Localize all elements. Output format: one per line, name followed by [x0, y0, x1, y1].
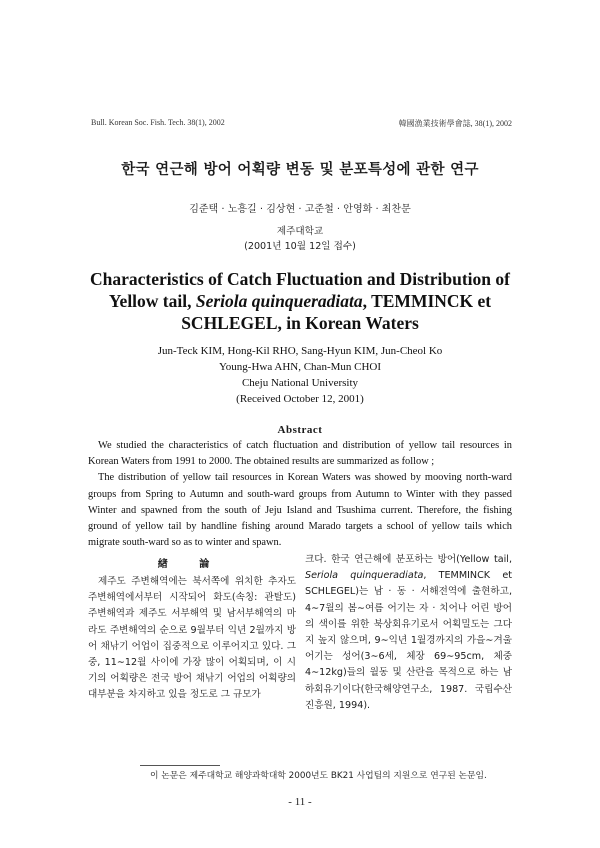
english-title-species: Seriola quinqueradiata — [195, 291, 363, 311]
footnote: 이 논문은 제주대학교 해양과학대학 2000년도 BK21 사업팀의 지원으로 연구된 논문임. — [150, 771, 487, 781]
english-title-line2 — [90, 290, 510, 312]
korean-authors: 김준택 · 노흥길 · 김상현 · 고준철 · 안영화 · 최찬문 — [189, 204, 411, 215]
english-authors-line2: Young-Hwa AHN, Chan-Mun CHOI — [218, 361, 382, 373]
page-number: - 11 - — [288, 796, 312, 808]
english-authors-line1: Jun-Teck KIM, Hong-Kil RHO, Sang-Hyun KIM, Jun-Cheol Ko — [157, 345, 443, 357]
intro-right-text-a: 크다. 한국 연근해에 분포하는 방어(Yellow tail, — [305, 554, 512, 565]
journal-header-left: Bull. Korean Soc. Fish. Tech. 38(1), 2002 — [91, 118, 225, 127]
english-received-date: (Received October 12, 2001) — [236, 393, 364, 405]
intro-right-species: Seriola quinqueradiata — [305, 570, 424, 582]
abstract-body — [88, 438, 512, 551]
journal-header-right: 韓國漁業技術學會誌, 38(1), 2002 — [398, 119, 512, 128]
english-title-line1: Characteristics of Catch Fluctuation and Distribution of — [90, 269, 510, 289]
korean-affiliation: 제주대학교 — [276, 226, 324, 237]
intro-left-column — [88, 574, 296, 704]
intro-right-column — [305, 552, 512, 714]
intro-right-text-b: , TEMMINCK et SCHLEGEL)는 남 · 동 · 서해전역에 출현하고, 4∼7월의 봄∼여름 어기는 자 · 치어나 어린 방어의 색이를 위한 북상회유기로서 어획밀도는 그다지 높지 않으며, 9∼익년 1월경까지의 가을∼겨울 어기는 성어(3∼6세, 체장 69∼95cm, 체중 4∼12kg)들의 월동 및 산란을 목적으로 하는 남하회유기이다(한국해양연구소, 1987. 국립수산진흥원, 1994). — [305, 570, 512, 711]
intro-paragraph-continued — [305, 552, 512, 714]
intro-paragraph: 제주도 주변해역에는 북서쪽에 위치한 추자도 주변해역에서부터 시작되어 화도(속칭: 관탈도) 주변해역과 제주도 서부해역 및 남서부해역의 마라도 주변해역의 순으로 9월부터 익년 2월까지 방어 채낚기 어업이 집중적으로 이루어지고 있다. 그중, 11∼12월 사이에 가장 많이 어획되며, 이 시기의 어획량은 전국 방어 채낚기 어업의 어획량의 대부분을 차지하고 있을 정도로 그 규모가 — [88, 576, 296, 701]
footnote-divider — [140, 765, 220, 766]
english-title-line2-end: , TEMMINCK et — [362, 291, 492, 311]
introduction-heading: 緖 論 — [157, 559, 224, 570]
english-affiliation: Cheju National University — [241, 377, 359, 389]
english-title — [90, 268, 510, 334]
english-title-line3: SCHLEGEL, in Korean Waters — [181, 313, 419, 333]
korean-received-date: (2001년 10월 12일 접수) — [244, 241, 356, 252]
abstract-paragraph: The distribution of yellow tail resources in Korean Waters was showed by mooving north-ward groups from Spring to Autumn and south-ward groups from Autumn to Winter with they passed Winter and spawned from the south of Jeju Island and Tsushima current. Therefore, the fishing ground of yellow tail by handline fishing around Marado targets a school of yellow tails which migrate south-ward so as to winter and spawn. — [88, 472, 512, 549]
korean-title: 한국 연근해 방어 어획량 변동 및 분포특성에 관한 연구 — [121, 162, 479, 178]
abstract-heading: Abstract — [277, 424, 323, 436]
abstract-paragraph: We studied the characteristics of catch fluctuation and distribution of yellow tail resources in Korean Waters from 1991 to 2000. The obtained results are summarized as follow ; — [88, 440, 512, 468]
english-title-line2-start: Yellow tail, — [108, 291, 196, 311]
